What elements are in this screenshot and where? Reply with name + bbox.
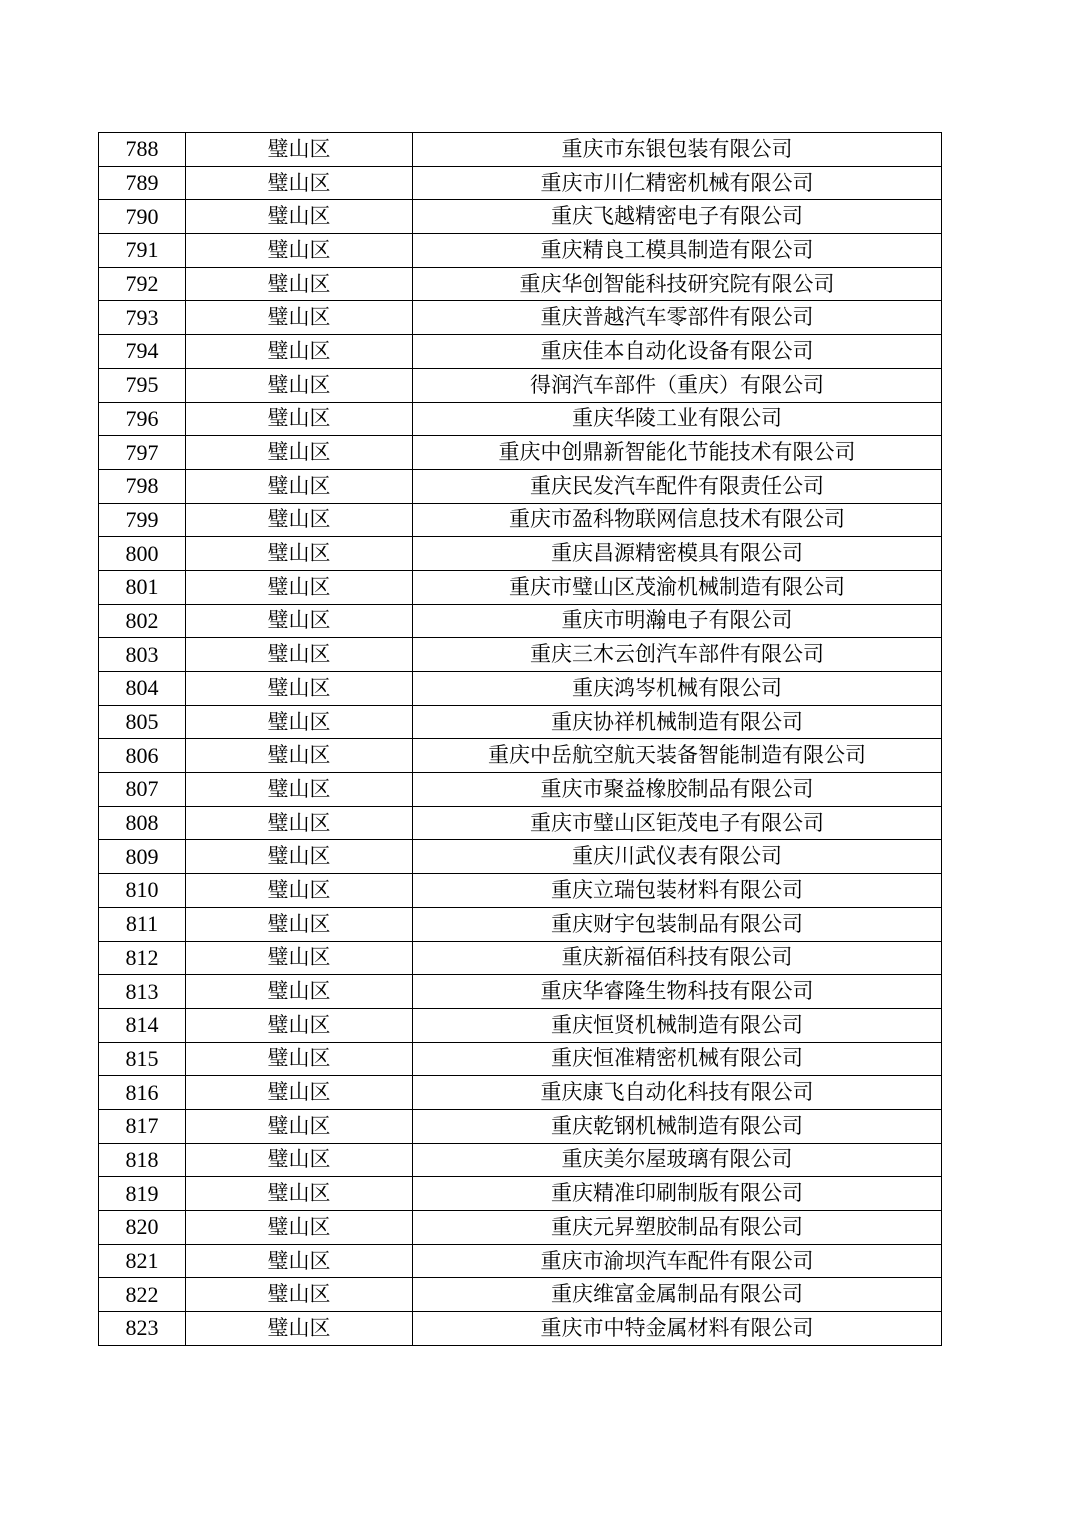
company-name-cell: 重庆佳本自动化设备有限公司 xyxy=(413,335,942,369)
company-name-cell: 重庆精良工模具制造有限公司 xyxy=(413,234,942,268)
row-number-cell: 792 xyxy=(99,267,186,301)
district-cell: 璧山区 xyxy=(186,672,413,706)
table-row xyxy=(99,907,942,941)
company-name-cell: 重庆精准印刷制版有限公司 xyxy=(413,1177,942,1211)
row-number-cell: 803 xyxy=(99,638,186,672)
district-cell: 璧山区 xyxy=(186,739,413,773)
company-name-cell: 得润汽车部件（重庆）有限公司 xyxy=(413,368,942,402)
row-number-cell: 798 xyxy=(99,469,186,503)
table-row xyxy=(99,638,942,672)
company-name-cell: 重庆飞越精密电子有限公司 xyxy=(413,200,942,234)
table-row xyxy=(99,436,942,470)
table-row xyxy=(99,234,942,268)
company-name-cell: 重庆普越汽车零部件有限公司 xyxy=(413,301,942,335)
company-name-cell: 重庆协祥机械制造有限公司 xyxy=(413,705,942,739)
row-number-cell: 793 xyxy=(99,301,186,335)
company-list-table xyxy=(98,132,942,1346)
district-cell: 璧山区 xyxy=(186,773,413,807)
company-name-cell: 重庆市璧山区茂渝机械制造有限公司 xyxy=(413,570,942,604)
company-name-cell: 重庆乾钢机械制造有限公司 xyxy=(413,1109,942,1143)
table-row xyxy=(99,705,942,739)
district-cell: 璧山区 xyxy=(186,335,413,369)
table-row xyxy=(99,1278,942,1312)
district-cell: 璧山区 xyxy=(186,604,413,638)
row-number-cell: 788 xyxy=(99,133,186,167)
table-row xyxy=(99,503,942,537)
row-number-cell: 815 xyxy=(99,1042,186,1076)
district-cell: 璧山区 xyxy=(186,975,413,1009)
row-number-cell: 812 xyxy=(99,941,186,975)
district-cell: 璧山区 xyxy=(186,537,413,571)
district-cell: 璧山区 xyxy=(186,166,413,200)
company-name-cell: 重庆立瑞包装材料有限公司 xyxy=(413,874,942,908)
district-cell: 璧山区 xyxy=(186,1076,413,1110)
district-cell: 璧山区 xyxy=(186,638,413,672)
row-number-cell: 823 xyxy=(99,1312,186,1346)
table-row xyxy=(99,672,942,706)
table-row xyxy=(99,402,942,436)
table-row xyxy=(99,267,942,301)
table-row xyxy=(99,975,942,1009)
row-number-cell: 820 xyxy=(99,1211,186,1245)
company-name-cell: 重庆康飞自动化科技有限公司 xyxy=(413,1076,942,1110)
company-name-cell: 重庆市明瀚电子有限公司 xyxy=(413,604,942,638)
company-name-cell: 重庆市中特金属材料有限公司 xyxy=(413,1312,942,1346)
company-name-cell: 重庆市璧山区钜茂电子有限公司 xyxy=(413,806,942,840)
district-cell: 璧山区 xyxy=(186,941,413,975)
row-number-cell: 795 xyxy=(99,368,186,402)
table-row xyxy=(99,604,942,638)
table-row xyxy=(99,335,942,369)
district-cell: 璧山区 xyxy=(186,840,413,874)
row-number-cell: 816 xyxy=(99,1076,186,1110)
table-row xyxy=(99,537,942,571)
table-row xyxy=(99,166,942,200)
company-name-cell: 重庆市盈科物联网信息技术有限公司 xyxy=(413,503,942,537)
company-name-cell: 重庆华陵工业有限公司 xyxy=(413,402,942,436)
table-row xyxy=(99,1076,942,1110)
company-name-cell: 重庆三木云创汽车部件有限公司 xyxy=(413,638,942,672)
district-cell: 璧山区 xyxy=(186,705,413,739)
row-number-cell: 806 xyxy=(99,739,186,773)
table-row xyxy=(99,739,942,773)
company-name-cell: 重庆恒准精密机械有限公司 xyxy=(413,1042,942,1076)
company-name-cell: 重庆昌源精密模具有限公司 xyxy=(413,537,942,571)
row-number-cell: 800 xyxy=(99,537,186,571)
district-cell: 璧山区 xyxy=(186,267,413,301)
company-name-cell: 重庆民发汽车配件有限责任公司 xyxy=(413,469,942,503)
district-cell: 璧山区 xyxy=(186,1278,413,1312)
table-row xyxy=(99,941,942,975)
district-cell: 璧山区 xyxy=(186,1042,413,1076)
company-name-cell: 重庆川武仪表有限公司 xyxy=(413,840,942,874)
company-name-cell: 重庆市聚益橡胶制品有限公司 xyxy=(413,773,942,807)
table-row xyxy=(99,133,942,167)
row-number-cell: 804 xyxy=(99,672,186,706)
district-cell: 璧山区 xyxy=(186,1244,413,1278)
company-name-cell: 重庆元昇塑胶制品有限公司 xyxy=(413,1211,942,1245)
table-row xyxy=(99,874,942,908)
table-row xyxy=(99,301,942,335)
row-number-cell: 799 xyxy=(99,503,186,537)
district-cell: 璧山区 xyxy=(186,806,413,840)
row-number-cell: 819 xyxy=(99,1177,186,1211)
row-number-cell: 817 xyxy=(99,1109,186,1143)
row-number-cell: 818 xyxy=(99,1143,186,1177)
company-name-cell: 重庆中岳航空航天装备智能制造有限公司 xyxy=(413,739,942,773)
district-cell: 璧山区 xyxy=(186,469,413,503)
table-row xyxy=(99,368,942,402)
row-number-cell: 821 xyxy=(99,1244,186,1278)
district-cell: 璧山区 xyxy=(186,874,413,908)
table-row xyxy=(99,1244,942,1278)
table-row xyxy=(99,1143,942,1177)
district-cell: 璧山区 xyxy=(186,1143,413,1177)
table-row xyxy=(99,570,942,604)
company-name-cell: 重庆鸿岑机械有限公司 xyxy=(413,672,942,706)
row-number-cell: 809 xyxy=(99,840,186,874)
district-cell: 璧山区 xyxy=(186,1312,413,1346)
company-name-cell: 重庆中创鼎新智能化节能技术有限公司 xyxy=(413,436,942,470)
district-cell: 璧山区 xyxy=(186,503,413,537)
company-name-cell: 重庆美尔屋玻璃有限公司 xyxy=(413,1143,942,1177)
company-name-cell: 重庆市川仁精密机械有限公司 xyxy=(413,166,942,200)
table-row xyxy=(99,1008,942,1042)
row-number-cell: 805 xyxy=(99,705,186,739)
district-cell: 璧山区 xyxy=(186,402,413,436)
row-number-cell: 811 xyxy=(99,907,186,941)
district-cell: 璧山区 xyxy=(186,907,413,941)
row-number-cell: 802 xyxy=(99,604,186,638)
row-number-cell: 790 xyxy=(99,200,186,234)
district-cell: 璧山区 xyxy=(186,133,413,167)
row-number-cell: 794 xyxy=(99,335,186,369)
row-number-cell: 810 xyxy=(99,874,186,908)
row-number-cell: 797 xyxy=(99,436,186,470)
table-row xyxy=(99,1042,942,1076)
company-name-cell: 重庆市渝坝汽车配件有限公司 xyxy=(413,1244,942,1278)
district-cell: 璧山区 xyxy=(186,234,413,268)
row-number-cell: 807 xyxy=(99,773,186,807)
district-cell: 璧山区 xyxy=(186,301,413,335)
row-number-cell: 814 xyxy=(99,1008,186,1042)
table-row xyxy=(99,1312,942,1346)
district-cell: 璧山区 xyxy=(186,1109,413,1143)
district-cell: 璧山区 xyxy=(186,200,413,234)
table-row xyxy=(99,469,942,503)
company-name-cell: 重庆维富金属制品有限公司 xyxy=(413,1278,942,1312)
company-name-cell: 重庆市东银包装有限公司 xyxy=(413,133,942,167)
row-number-cell: 808 xyxy=(99,806,186,840)
row-number-cell: 813 xyxy=(99,975,186,1009)
table-row xyxy=(99,1211,942,1245)
row-number-cell: 822 xyxy=(99,1278,186,1312)
table-row xyxy=(99,840,942,874)
row-number-cell: 796 xyxy=(99,402,186,436)
table-row xyxy=(99,773,942,807)
district-cell: 璧山区 xyxy=(186,368,413,402)
company-name-cell: 重庆恒贤机械制造有限公司 xyxy=(413,1008,942,1042)
company-name-cell: 重庆华创智能科技研究院有限公司 xyxy=(413,267,942,301)
table-body xyxy=(99,133,942,1346)
row-number-cell: 789 xyxy=(99,166,186,200)
company-name-cell: 重庆财宇包装制品有限公司 xyxy=(413,907,942,941)
district-cell: 璧山区 xyxy=(186,436,413,470)
company-name-cell: 重庆新福佰科技有限公司 xyxy=(413,941,942,975)
district-cell: 璧山区 xyxy=(186,1211,413,1245)
table-row xyxy=(99,806,942,840)
row-number-cell: 791 xyxy=(99,234,186,268)
table-row xyxy=(99,200,942,234)
row-number-cell: 801 xyxy=(99,570,186,604)
table-row xyxy=(99,1177,942,1211)
district-cell: 璧山区 xyxy=(186,1008,413,1042)
table-row xyxy=(99,1109,942,1143)
district-cell: 璧山区 xyxy=(186,1177,413,1211)
company-list-table-container xyxy=(98,132,940,1346)
district-cell: 璧山区 xyxy=(186,570,413,604)
company-name-cell: 重庆华睿隆生物科技有限公司 xyxy=(413,975,942,1009)
